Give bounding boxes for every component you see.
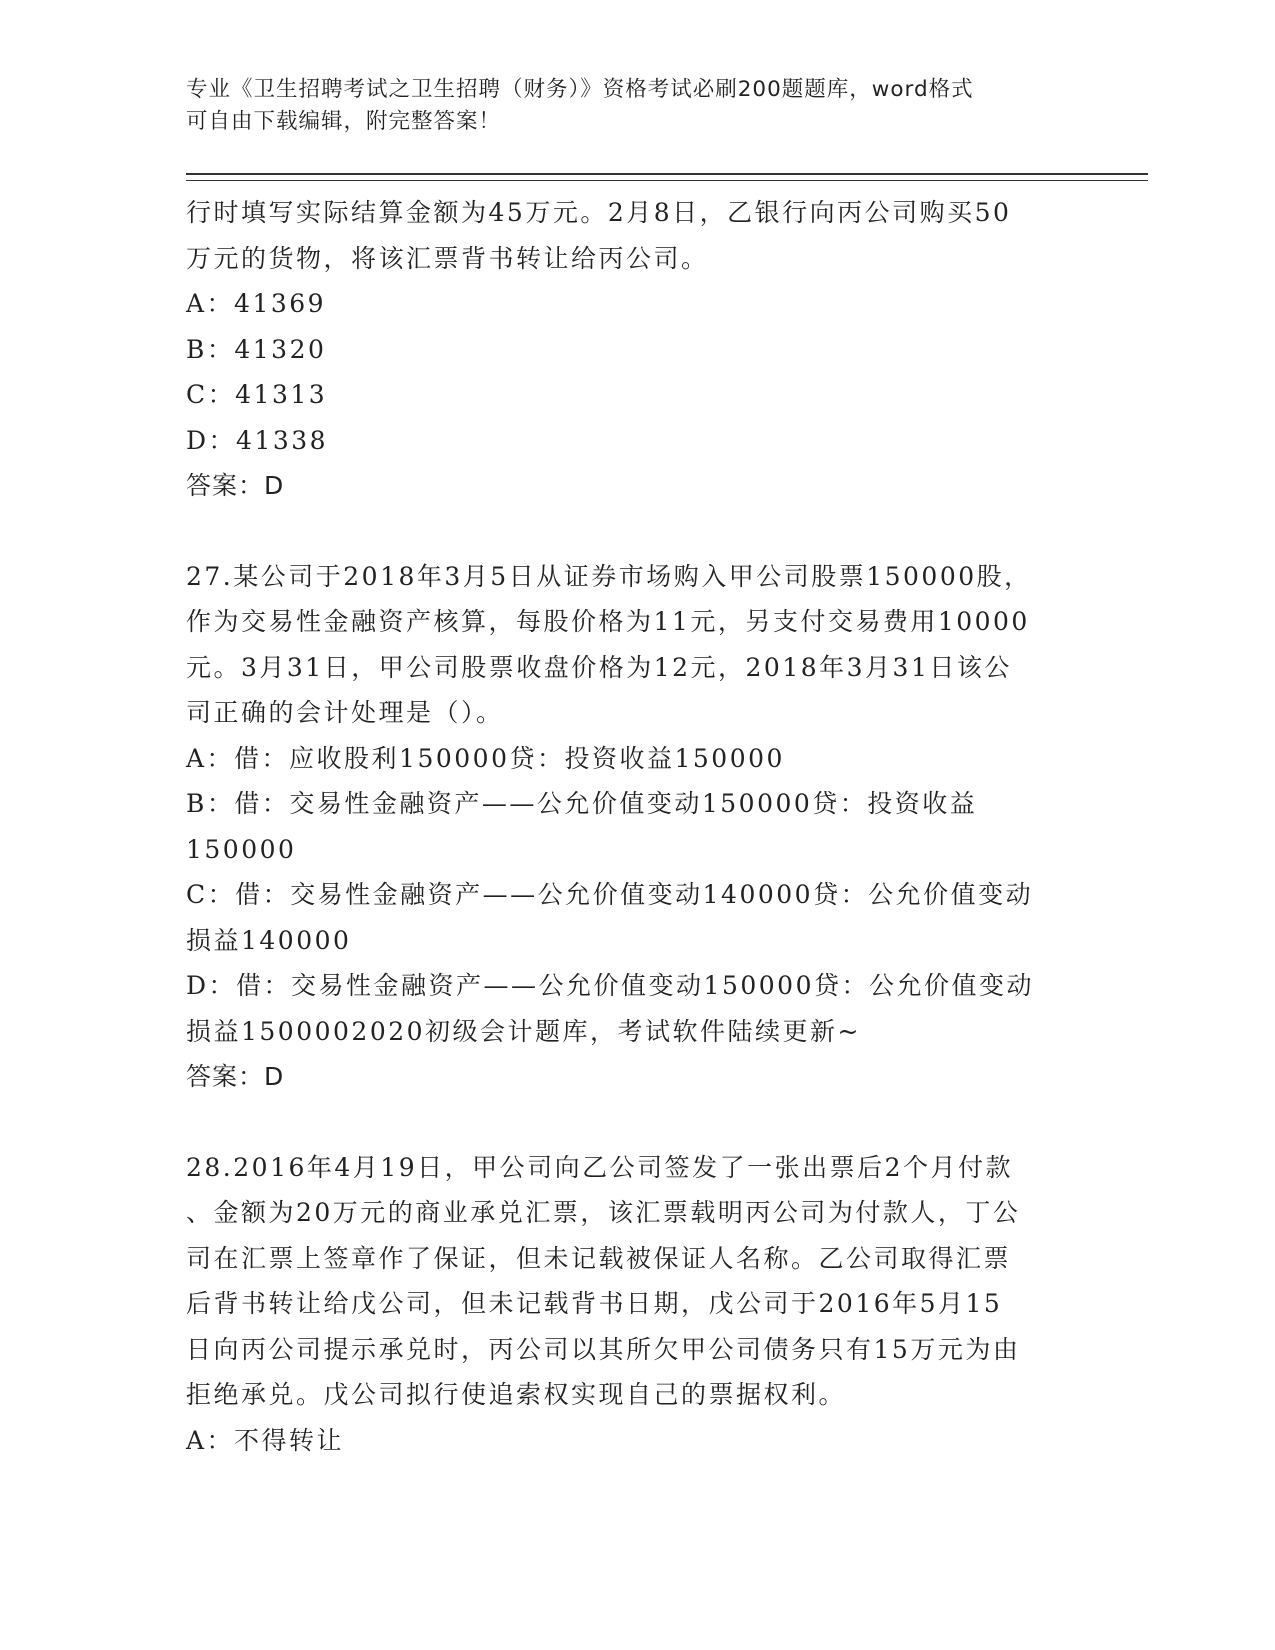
question-text-line: 27.某公司于2018年3月5日从证券市场购入甲公司股票150000股， xyxy=(186,561,1032,591)
question-text-line: 万元的货物，将该汇票背书转让给丙公司。 xyxy=(186,243,709,273)
question-text-line: 司正确的会计处理是（）。 xyxy=(186,698,504,727)
header-rule-thick xyxy=(186,173,1148,175)
header-line-1: 专业《卫生招聘考试之卫生招聘（财务）》资格考试必刷200题题库，word格式 xyxy=(186,77,974,102)
question-text-line: 拒绝承兑。戊公司拟行使追索权实现自己的票据权利。 xyxy=(186,1380,847,1409)
option-d: D：41338 xyxy=(186,425,329,455)
option-c: C：借：交易性金融资产——公允价值变动140000贷：公允价值变动 xyxy=(186,880,1034,909)
prev-question xyxy=(186,190,1066,509)
question-27 xyxy=(186,554,1066,1100)
document-body xyxy=(186,190,1066,1463)
question-text-line: 作为交易性金融资产核算，每股价格为11元，另支付交易费用10000 xyxy=(186,607,1030,636)
option-c: C：41313 xyxy=(186,380,328,409)
question-text-line: 元。3月31日，甲公司股票收盘价格为12元，2018年3月31日该公 xyxy=(186,652,1012,682)
option-c-continued: 损益140000 xyxy=(186,925,352,955)
header-rule-thin xyxy=(186,180,1148,181)
option-b: B：41320 xyxy=(186,334,327,364)
option-b-continued: 150000 xyxy=(186,834,297,864)
question-28 xyxy=(186,1145,1066,1464)
question-text-line: 后背书转让给戊公司，但未记载背书日期，戊公司于2016年5月15 xyxy=(186,1289,1003,1318)
option-a: A：借：应收股利150000贷：投资收益150000 xyxy=(186,743,785,773)
option-a: A：不得转让 xyxy=(186,1425,345,1455)
option-d-continued: 损益1500002020初级会计题库，考试软件陆续更新~ xyxy=(186,1016,862,1046)
spacer xyxy=(186,509,1066,554)
option-b: B：借：交易性金融资产——公允价值变动150000贷：投资收益 xyxy=(186,789,978,818)
spacer xyxy=(186,1100,1066,1145)
question-text-line: 司在汇票上签章作了保证，但未记载被保证人名称。乙公司取得汇票 xyxy=(186,1243,1012,1273)
question-text-line: 行时填写实际结算金额为45万元。2月8日，乙银行向丙公司购买50 xyxy=(186,198,1012,227)
document-header xyxy=(186,74,1066,138)
question-text-line: 28.2016年4月19日，甲公司向乙公司签发了一张出票后2个月付款 xyxy=(186,1152,1014,1182)
header-line-2: 可自由下载编辑，附完整答案！ xyxy=(186,109,502,134)
option-a: A：41369 xyxy=(186,289,327,318)
answer-line: 答案：D xyxy=(186,471,285,500)
option-d: D：借：交易性金融资产——公允价值变动150000贷：公允价值变动 xyxy=(186,971,1034,1000)
question-text-line: 日向丙公司提示承兑时，丙公司以其所欠甲公司债务只有15万元为由 xyxy=(186,1334,1021,1364)
question-text-line: 、金额为20万元的商业承兑汇票，该汇票载明丙公司为付款人，丁公 xyxy=(186,1198,1021,1227)
answer-line: 答案：D xyxy=(186,1062,285,1091)
